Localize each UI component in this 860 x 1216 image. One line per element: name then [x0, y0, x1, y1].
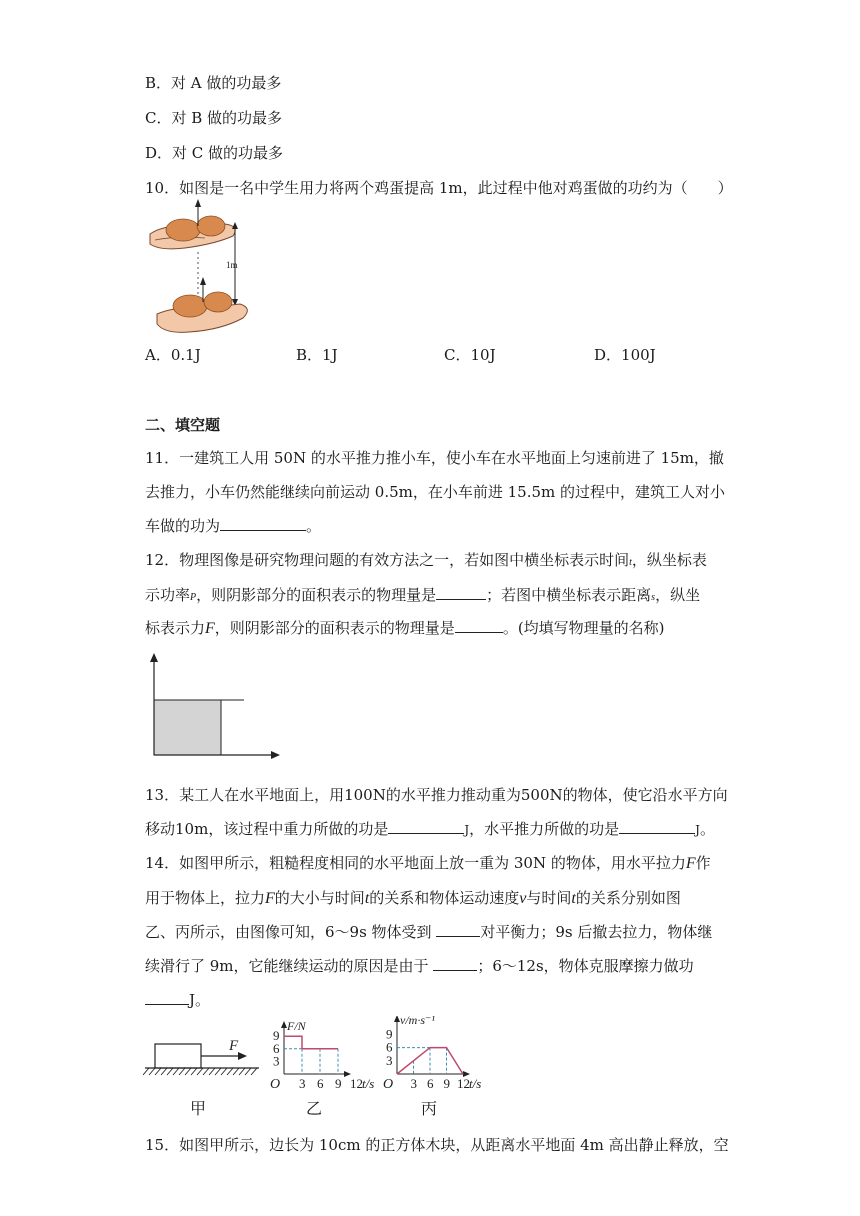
q13-unit-j: J [695, 823, 700, 837]
q13-text: 的水平推力推动重为 [385, 786, 521, 804]
q14-text: ；6～12s，物体克服摩擦力做功 [477, 957, 694, 975]
q14-blank-2 [433, 956, 477, 971]
q13-blank-1 [388, 819, 464, 834]
q12-line3 [145, 617, 665, 638]
q14-text: 的关系分别如图 [575, 889, 681, 907]
q12-text: 。(均填写物理量的名称) [502, 619, 665, 637]
q12-line2 [145, 584, 700, 605]
option-c: C．对 B 做的功最多 [145, 109, 283, 127]
y-tick-label: 9 [386, 1026, 393, 1042]
q13-unit-j: J [464, 823, 470, 837]
q12-line1 [145, 549, 707, 570]
q14-text: 用于物体上，拉力 [145, 889, 266, 907]
q14-text: J。 [189, 991, 211, 1009]
q14-chart-bing [383, 1016, 501, 1092]
ground-hatching [143, 1068, 257, 1075]
q14-var-t: t [364, 890, 370, 907]
q11-line3-text: 车做的功为 [145, 517, 221, 535]
x-axis-label: t/s [362, 1076, 375, 1091]
q13-text: ，该过程中重力所做的功是 [208, 820, 389, 838]
q14-text: 作 [695, 854, 711, 872]
q10-figure-label: 1m [226, 260, 238, 270]
caption-bing: 丙 [421, 1099, 438, 1118]
q13-text: 。 [699, 820, 715, 838]
q14-var-f: F [265, 890, 275, 907]
x-tick-label: 9 [443, 1076, 450, 1091]
x-tick-label: 6 [317, 1076, 324, 1091]
q13-value-100n: 100N [344, 786, 386, 804]
q10-option-c: C．10J [444, 346, 496, 364]
q12-var-f: F [205, 620, 215, 637]
q11-line3 [145, 515, 321, 536]
q14-line1 [145, 852, 711, 873]
q12-text: ；若图中横坐标表示距离 [486, 586, 652, 604]
y-axis-label: v/m·s⁻¹ [400, 1016, 435, 1027]
q11-line2: 去推力，小车仍然能继续向前运动 0.5m，在小车前进 15.5m 的过程中，建筑工人对小 [145, 483, 726, 501]
q14-text: 乙、丙所示，由图像可知，6～9s 物体受到 [145, 923, 437, 941]
x-tick-label: 9 [335, 1076, 342, 1091]
q12-blank-2 [455, 618, 503, 633]
q12-text: 标表示力 [145, 619, 206, 637]
q13-value-500n: 500N [520, 786, 563, 804]
x-axis-label: t/s [469, 1076, 482, 1091]
y-tick-label: 6 [273, 1040, 280, 1056]
q14-figure-jia [143, 1030, 263, 1082]
x-tick-label: 3 [410, 1076, 417, 1091]
x-tick-label: 3 [299, 1076, 306, 1091]
q14-text: 续滑行了 9m，它能继续运动的原因是由于 [145, 957, 434, 975]
q11-line1: 11．一建筑工人用 50N 的水平推力推小车，使小车在水平地面上匀速前进了 15m，撤 [145, 449, 724, 467]
x-tick-label: 12 [350, 1076, 363, 1091]
y-tick-label: 6 [386, 1039, 393, 1055]
q14-line2 [145, 887, 681, 908]
q13-line1 [145, 784, 728, 805]
q14-fig-force-label: F [229, 1038, 239, 1054]
x-tick-label: 12 [457, 1076, 470, 1091]
q14-text: 14．如图甲所示，粗糙程度相同的水平地面上放一重为 30N 的物体，用水平拉力 [145, 854, 686, 872]
q12-area-graph [140, 648, 285, 760]
q14-blank-1 [436, 922, 480, 937]
y-tick-label: 3 [273, 1053, 280, 1069]
option-b: B．对 A 做的功最多 [145, 74, 282, 92]
q14-blank-3 [145, 990, 189, 1005]
q14-line5 [145, 989, 210, 1010]
q12-text: ，纵坐 [655, 586, 701, 604]
q12-text: 12．物理图像是研究物理问题的有效方法之一，若如图中横坐标表示时间 [145, 551, 630, 569]
q11-answer-blank [220, 516, 306, 531]
y-axis-label: F/N [287, 1020, 306, 1033]
q14-text: 与时间 [526, 889, 572, 907]
origin-label: O [383, 1077, 394, 1092]
y-tick-label: 9 [273, 1028, 280, 1044]
q12-var-t: t [629, 557, 632, 568]
q13-text: 13．某工人在水平地面上，用 [145, 786, 345, 804]
q10-text: 10．如图是一名中学生用力将两个鸡蛋提高 1m，此过程中他对鸡蛋做的功约为（ ） [145, 179, 733, 197]
caption-yi: 乙 [306, 1099, 323, 1118]
q14-text: 的大小与时间 [274, 889, 365, 907]
q13-text: 移动 [145, 820, 176, 838]
q11-line3-end: 。 [306, 517, 322, 535]
q14-text: 的关系和物体运动速度 [369, 889, 520, 907]
q10-egg-figure [145, 196, 265, 340]
q14-text: 对平衡力；9s 后撤去拉力，物体继 [480, 923, 713, 941]
q10-option-a: A．0.1J [145, 346, 201, 364]
q14-line4 [145, 955, 694, 976]
q13-value-10m: 10m [175, 820, 209, 838]
q13-text: 的物体，使它沿水平方向 [562, 786, 728, 804]
q12-blank-1 [436, 585, 486, 600]
q14-chart-yi [268, 1020, 380, 1092]
option-d: D．对 C 做的功最多 [145, 144, 284, 162]
x-tick-label: 6 [427, 1076, 434, 1091]
q12-text: ，则阴影部分的面积表示的物理量是 [196, 586, 437, 604]
q13-line2 [145, 818, 715, 839]
caption-jia: 甲 [190, 1099, 207, 1118]
q13-blank-2 [619, 819, 695, 834]
y-tick-label: 3 [386, 1052, 393, 1068]
q13-text: ，水平推力所做的功是 [469, 820, 620, 838]
q14-var-f: F [685, 855, 696, 872]
q14-var-v: v [519, 890, 527, 907]
q12-text: ，纵坐标表 [631, 551, 707, 569]
section-title: 二、填空题 [145, 416, 221, 434]
q12-var-s: s [651, 592, 656, 603]
q14-var-t: t [571, 890, 576, 907]
q15-line1: 15．如图甲所示，边长为 10cm 的正方体木块，从距离水平地面 4m 高出静止释放，空 [145, 1136, 729, 1154]
series-line [284, 1036, 338, 1049]
q12-text: ，则阴影部分的面积表示的物理量是 [214, 619, 455, 637]
q12-var-p: P [190, 592, 197, 603]
q12-text: 示功率 [145, 586, 191, 604]
q14-line3 [145, 921, 712, 942]
q10-option-d: D．100J [594, 346, 656, 364]
origin-label: O [270, 1077, 281, 1092]
q10-option-b: B．1J [296, 346, 338, 364]
